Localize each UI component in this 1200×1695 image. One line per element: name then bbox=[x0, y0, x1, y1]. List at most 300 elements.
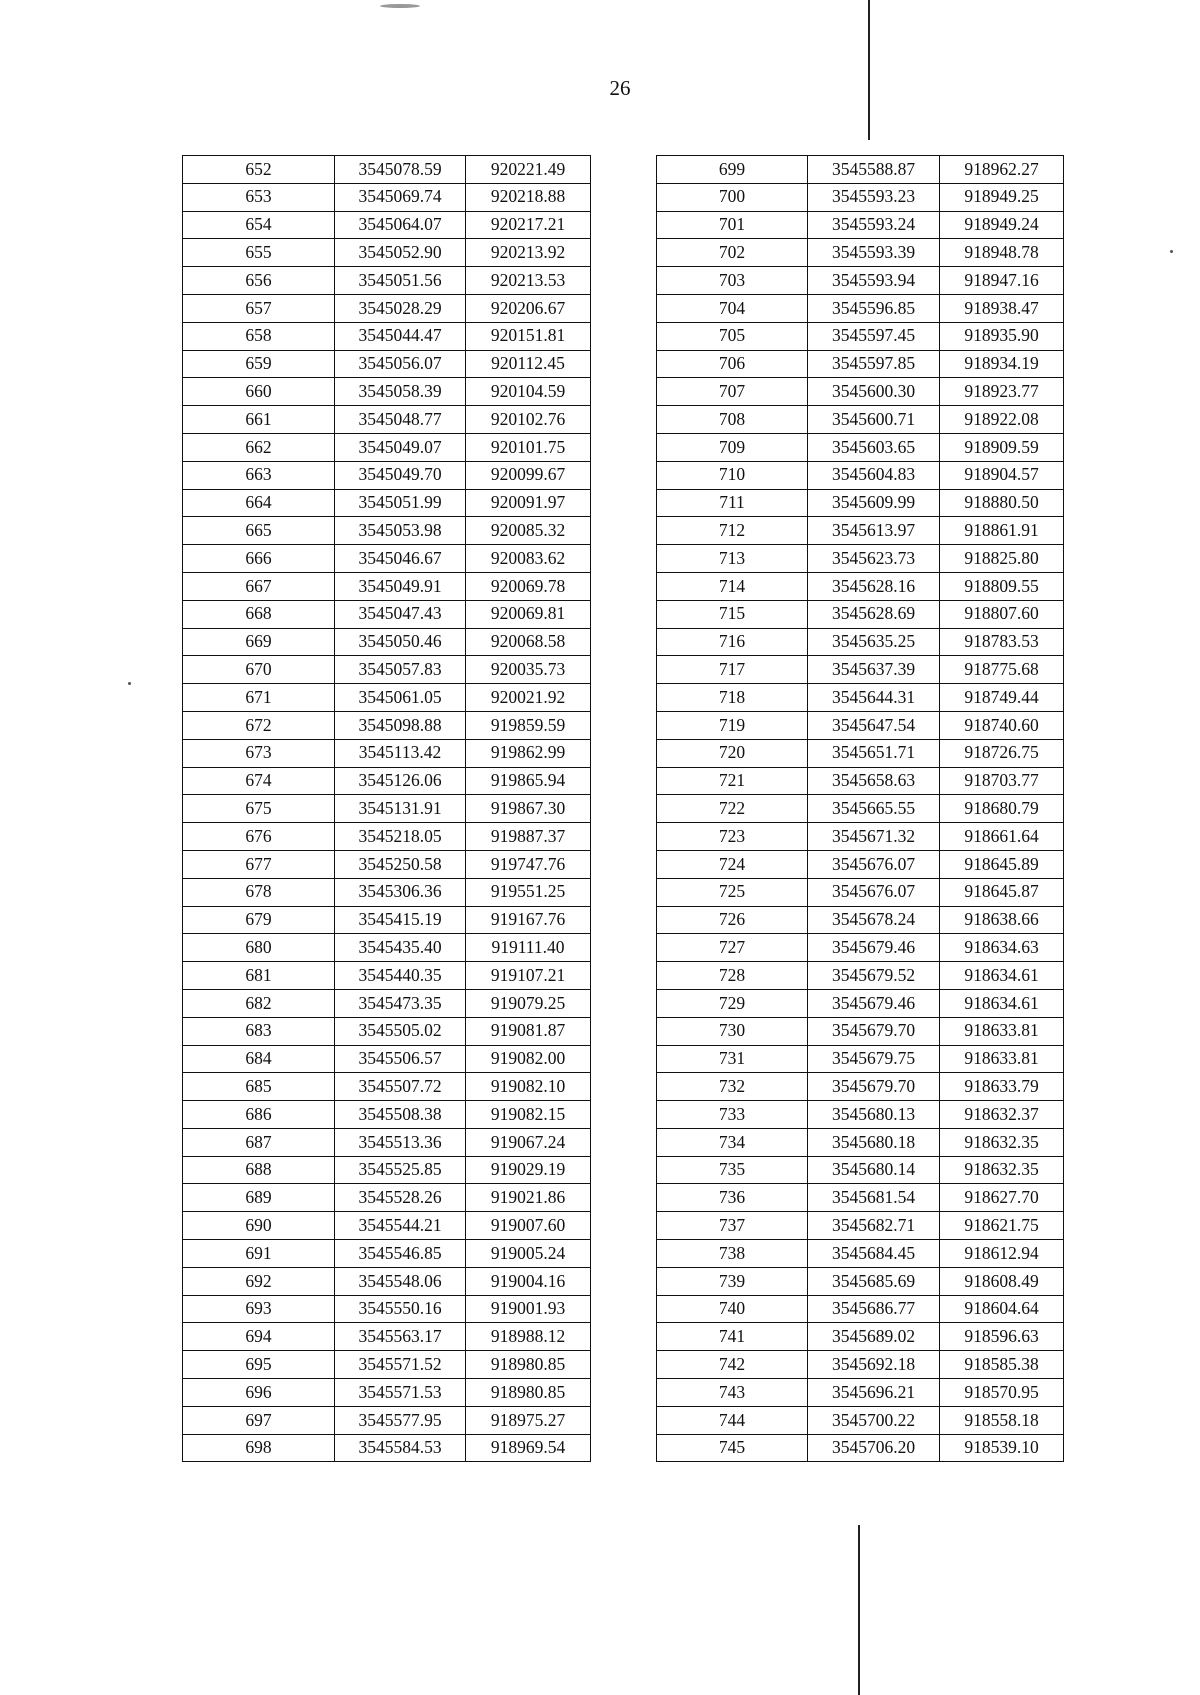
y-coordinate-cell: 918934.19 bbox=[940, 350, 1064, 378]
x-coordinate-cell: 3545584.53 bbox=[335, 1434, 466, 1462]
y-coordinate-cell: 918775.68 bbox=[940, 656, 1064, 684]
y-coordinate-cell: 918809.55 bbox=[940, 572, 1064, 600]
table-row bbox=[657, 1212, 1064, 1240]
point-number-cell: 681 bbox=[183, 962, 335, 990]
y-coordinate-cell: 918825.80 bbox=[940, 545, 1064, 573]
x-coordinate-cell: 3545658.63 bbox=[808, 767, 940, 795]
x-coordinate-cell: 3545051.56 bbox=[335, 267, 466, 295]
y-coordinate-cell: 918935.90 bbox=[940, 322, 1064, 350]
x-coordinate-cell: 3545577.95 bbox=[335, 1406, 466, 1434]
y-coordinate-cell: 920021.92 bbox=[466, 684, 591, 712]
point-number-cell: 744 bbox=[657, 1406, 808, 1434]
x-coordinate-cell: 3545680.13 bbox=[808, 1101, 940, 1129]
x-coordinate-cell: 3545593.39 bbox=[808, 239, 940, 267]
y-coordinate-cell: 920213.92 bbox=[466, 239, 591, 267]
point-number-cell: 713 bbox=[657, 545, 808, 573]
x-coordinate-cell: 3545546.85 bbox=[335, 1240, 466, 1268]
table-row bbox=[183, 1017, 591, 1045]
x-coordinate-cell: 3545415.19 bbox=[335, 906, 466, 934]
table-row bbox=[183, 906, 591, 934]
y-coordinate-cell: 919887.37 bbox=[466, 823, 591, 851]
point-number-cell: 693 bbox=[183, 1295, 335, 1323]
point-number-cell: 743 bbox=[657, 1379, 808, 1407]
table-row bbox=[657, 656, 1064, 684]
table-row bbox=[657, 545, 1064, 573]
table-row bbox=[657, 1073, 1064, 1101]
point-number-cell: 699 bbox=[657, 156, 808, 184]
x-coordinate-cell: 3545046.67 bbox=[335, 545, 466, 573]
table-row bbox=[657, 823, 1064, 851]
table-row bbox=[183, 1128, 591, 1156]
point-number-cell: 733 bbox=[657, 1101, 808, 1129]
x-coordinate-cell: 3545635.25 bbox=[808, 628, 940, 656]
scan-artifact-speck bbox=[1170, 250, 1173, 253]
table-row bbox=[183, 1045, 591, 1073]
table-row bbox=[657, 934, 1064, 962]
y-coordinate-cell: 920151.81 bbox=[466, 322, 591, 350]
x-coordinate-cell: 3545508.38 bbox=[335, 1101, 466, 1129]
table-row bbox=[657, 906, 1064, 934]
point-number-cell: 662 bbox=[183, 433, 335, 461]
point-number-cell: 709 bbox=[657, 433, 808, 461]
x-coordinate-cell: 3545597.85 bbox=[808, 350, 940, 378]
y-coordinate-cell: 920069.78 bbox=[466, 572, 591, 600]
x-coordinate-cell: 3545051.99 bbox=[335, 489, 466, 517]
table-row bbox=[657, 989, 1064, 1017]
y-coordinate-cell: 919747.76 bbox=[466, 850, 591, 878]
point-number-cell: 684 bbox=[183, 1045, 335, 1073]
point-number-cell: 736 bbox=[657, 1184, 808, 1212]
x-coordinate-cell: 3545685.69 bbox=[808, 1267, 940, 1295]
scan-artifact-speck bbox=[380, 4, 420, 8]
point-number-cell: 715 bbox=[657, 600, 808, 628]
point-number-cell: 665 bbox=[183, 517, 335, 545]
y-coordinate-cell: 918904.57 bbox=[940, 461, 1064, 489]
table-row bbox=[657, 183, 1064, 211]
table-row bbox=[183, 1101, 591, 1129]
table-row bbox=[183, 267, 591, 295]
y-coordinate-cell: 918633.81 bbox=[940, 1017, 1064, 1045]
point-number-cell: 685 bbox=[183, 1073, 335, 1101]
x-coordinate-cell: 3545050.46 bbox=[335, 628, 466, 656]
x-coordinate-cell: 3545676.07 bbox=[808, 850, 940, 878]
y-coordinate-cell: 918558.18 bbox=[940, 1406, 1064, 1434]
x-coordinate-cell: 3545604.83 bbox=[808, 461, 940, 489]
point-number-cell: 741 bbox=[657, 1323, 808, 1351]
table-row bbox=[657, 1406, 1064, 1434]
y-coordinate-cell: 918645.89 bbox=[940, 850, 1064, 878]
table-row bbox=[183, 1295, 591, 1323]
table-row bbox=[657, 1184, 1064, 1212]
x-coordinate-cell: 3545047.43 bbox=[335, 600, 466, 628]
point-number-cell: 695 bbox=[183, 1351, 335, 1379]
y-coordinate-cell: 918923.77 bbox=[940, 378, 1064, 406]
x-coordinate-cell: 3545623.73 bbox=[808, 545, 940, 573]
point-number-cell: 710 bbox=[657, 461, 808, 489]
y-coordinate-cell: 918949.25 bbox=[940, 183, 1064, 211]
point-number-cell: 679 bbox=[183, 906, 335, 934]
x-coordinate-cell: 3545593.23 bbox=[808, 183, 940, 211]
point-number-cell: 719 bbox=[657, 711, 808, 739]
table-row bbox=[657, 239, 1064, 267]
point-number-cell: 688 bbox=[183, 1156, 335, 1184]
point-number-cell: 726 bbox=[657, 906, 808, 934]
table-row bbox=[183, 489, 591, 517]
x-coordinate-cell: 3545078.59 bbox=[335, 156, 466, 184]
table-row bbox=[183, 1267, 591, 1295]
x-coordinate-cell: 3545250.58 bbox=[335, 850, 466, 878]
y-coordinate-cell: 918948.78 bbox=[940, 239, 1064, 267]
x-coordinate-cell: 3545596.85 bbox=[808, 294, 940, 322]
table-row bbox=[183, 1351, 591, 1379]
y-coordinate-cell: 920104.59 bbox=[466, 378, 591, 406]
x-coordinate-cell: 3545563.17 bbox=[335, 1323, 466, 1351]
point-number-cell: 671 bbox=[183, 684, 335, 712]
x-coordinate-cell: 3545651.71 bbox=[808, 739, 940, 767]
x-coordinate-cell: 3545679.75 bbox=[808, 1045, 940, 1073]
table-row bbox=[183, 1212, 591, 1240]
table-row bbox=[183, 183, 591, 211]
y-coordinate-cell: 919007.60 bbox=[466, 1212, 591, 1240]
point-number-cell: 708 bbox=[657, 406, 808, 434]
table-row bbox=[657, 267, 1064, 295]
y-coordinate-cell: 918880.50 bbox=[940, 489, 1064, 517]
y-coordinate-cell: 919005.24 bbox=[466, 1240, 591, 1268]
y-coordinate-cell: 918634.61 bbox=[940, 962, 1064, 990]
table-row bbox=[183, 572, 591, 600]
x-coordinate-cell: 3545679.70 bbox=[808, 1073, 940, 1101]
x-coordinate-cell: 3545113.42 bbox=[335, 739, 466, 767]
table-row bbox=[657, 1295, 1064, 1323]
table-row bbox=[183, 1434, 591, 1462]
x-coordinate-cell: 3545440.35 bbox=[335, 962, 466, 990]
point-number-cell: 702 bbox=[657, 239, 808, 267]
point-number-cell: 711 bbox=[657, 489, 808, 517]
y-coordinate-cell: 918975.27 bbox=[466, 1406, 591, 1434]
point-number-cell: 669 bbox=[183, 628, 335, 656]
point-number-cell: 722 bbox=[657, 795, 808, 823]
y-coordinate-cell: 918783.53 bbox=[940, 628, 1064, 656]
point-number-cell: 717 bbox=[657, 656, 808, 684]
coordinate-table-right bbox=[656, 155, 1064, 1462]
y-coordinate-cell: 918632.35 bbox=[940, 1128, 1064, 1156]
x-coordinate-cell: 3545049.07 bbox=[335, 433, 466, 461]
x-coordinate-cell: 3545052.90 bbox=[335, 239, 466, 267]
y-coordinate-cell: 918604.64 bbox=[940, 1295, 1064, 1323]
table-row bbox=[183, 962, 591, 990]
table-row bbox=[657, 767, 1064, 795]
y-coordinate-cell: 918633.81 bbox=[940, 1045, 1064, 1073]
table-row bbox=[183, 1240, 591, 1268]
table-row bbox=[183, 378, 591, 406]
y-coordinate-cell: 919004.16 bbox=[466, 1267, 591, 1295]
table-row bbox=[657, 600, 1064, 628]
table-row bbox=[183, 461, 591, 489]
table-row bbox=[183, 684, 591, 712]
y-coordinate-cell: 920101.75 bbox=[466, 433, 591, 461]
point-number-cell: 737 bbox=[657, 1212, 808, 1240]
table-row bbox=[183, 767, 591, 795]
y-coordinate-cell: 919079.25 bbox=[466, 989, 591, 1017]
x-coordinate-cell: 3545544.21 bbox=[335, 1212, 466, 1240]
table-row bbox=[657, 1128, 1064, 1156]
point-number-cell: 731 bbox=[657, 1045, 808, 1073]
page-number: 26 bbox=[609, 76, 631, 100]
point-number-cell: 654 bbox=[183, 211, 335, 239]
x-coordinate-cell: 3545049.91 bbox=[335, 572, 466, 600]
x-coordinate-cell: 3545647.54 bbox=[808, 711, 940, 739]
table-row bbox=[183, 739, 591, 767]
x-coordinate-cell: 3545571.53 bbox=[335, 1379, 466, 1407]
table-row bbox=[657, 1379, 1064, 1407]
x-coordinate-cell: 3545061.05 bbox=[335, 684, 466, 712]
scan-artifact-line-bottom bbox=[858, 1525, 860, 1695]
y-coordinate-cell: 919867.30 bbox=[466, 795, 591, 823]
point-number-cell: 730 bbox=[657, 1017, 808, 1045]
y-coordinate-cell: 919551.25 bbox=[466, 878, 591, 906]
x-coordinate-cell: 3545628.16 bbox=[808, 572, 940, 600]
y-coordinate-cell: 918621.75 bbox=[940, 1212, 1064, 1240]
x-coordinate-cell: 3545473.35 bbox=[335, 989, 466, 1017]
x-coordinate-cell: 3545507.72 bbox=[335, 1073, 466, 1101]
y-coordinate-cell: 918539.10 bbox=[940, 1434, 1064, 1462]
y-coordinate-cell: 918645.87 bbox=[940, 878, 1064, 906]
point-number-cell: 703 bbox=[657, 267, 808, 295]
table-row bbox=[657, 795, 1064, 823]
point-number-cell: 724 bbox=[657, 850, 808, 878]
table-row bbox=[183, 1156, 591, 1184]
point-number-cell: 664 bbox=[183, 489, 335, 517]
point-number-cell: 659 bbox=[183, 350, 335, 378]
point-number-cell: 666 bbox=[183, 545, 335, 573]
point-number-cell: 718 bbox=[657, 684, 808, 712]
point-number-cell: 729 bbox=[657, 989, 808, 1017]
table-row bbox=[657, 1240, 1064, 1268]
y-coordinate-cell: 918962.27 bbox=[940, 156, 1064, 184]
table-row bbox=[657, 517, 1064, 545]
x-coordinate-cell: 3545686.77 bbox=[808, 1295, 940, 1323]
x-coordinate-cell: 3545528.26 bbox=[335, 1184, 466, 1212]
y-coordinate-cell: 918726.75 bbox=[940, 739, 1064, 767]
point-number-cell: 728 bbox=[657, 962, 808, 990]
point-number-cell: 700 bbox=[657, 183, 808, 211]
y-coordinate-cell: 919001.93 bbox=[466, 1295, 591, 1323]
y-coordinate-cell: 918749.44 bbox=[940, 684, 1064, 712]
table-row bbox=[183, 211, 591, 239]
x-coordinate-cell: 3545048.77 bbox=[335, 406, 466, 434]
y-coordinate-cell: 919859.59 bbox=[466, 711, 591, 739]
y-coordinate-cell: 918947.16 bbox=[940, 267, 1064, 295]
y-coordinate-cell: 918585.38 bbox=[940, 1351, 1064, 1379]
y-coordinate-cell: 918680.79 bbox=[940, 795, 1064, 823]
point-number-cell: 694 bbox=[183, 1323, 335, 1351]
x-coordinate-cell: 3545588.87 bbox=[808, 156, 940, 184]
y-coordinate-cell: 919029.19 bbox=[466, 1156, 591, 1184]
y-coordinate-cell: 919865.94 bbox=[466, 767, 591, 795]
y-coordinate-cell: 920091.97 bbox=[466, 489, 591, 517]
point-number-cell: 712 bbox=[657, 517, 808, 545]
x-coordinate-cell: 3545628.69 bbox=[808, 600, 940, 628]
x-coordinate-cell: 3545064.07 bbox=[335, 211, 466, 239]
x-coordinate-cell: 3545049.70 bbox=[335, 461, 466, 489]
table-row bbox=[183, 1184, 591, 1212]
table-row bbox=[657, 433, 1064, 461]
x-coordinate-cell: 3545676.07 bbox=[808, 878, 940, 906]
x-coordinate-cell: 3545513.36 bbox=[335, 1128, 466, 1156]
point-number-cell: 735 bbox=[657, 1156, 808, 1184]
table-row bbox=[657, 739, 1064, 767]
point-number-cell: 675 bbox=[183, 795, 335, 823]
y-coordinate-cell: 918608.49 bbox=[940, 1267, 1064, 1295]
point-number-cell: 683 bbox=[183, 1017, 335, 1045]
point-number-cell: 705 bbox=[657, 322, 808, 350]
x-coordinate-cell: 3545692.18 bbox=[808, 1351, 940, 1379]
table-row bbox=[657, 1017, 1064, 1045]
x-coordinate-cell: 3545680.14 bbox=[808, 1156, 940, 1184]
table-row bbox=[183, 850, 591, 878]
table-row bbox=[657, 211, 1064, 239]
point-number-cell: 668 bbox=[183, 600, 335, 628]
point-number-cell: 692 bbox=[183, 1267, 335, 1295]
point-number-cell: 663 bbox=[183, 461, 335, 489]
point-number-cell: 689 bbox=[183, 1184, 335, 1212]
table-row bbox=[657, 294, 1064, 322]
point-number-cell: 672 bbox=[183, 711, 335, 739]
x-coordinate-cell: 3545593.94 bbox=[808, 267, 940, 295]
x-coordinate-cell: 3545548.06 bbox=[335, 1267, 466, 1295]
y-coordinate-cell: 918938.47 bbox=[940, 294, 1064, 322]
point-number-cell: 673 bbox=[183, 739, 335, 767]
table-row bbox=[657, 628, 1064, 656]
point-number-cell: 660 bbox=[183, 378, 335, 406]
y-coordinate-cell: 918909.59 bbox=[940, 433, 1064, 461]
x-coordinate-cell: 3545696.21 bbox=[808, 1379, 940, 1407]
y-coordinate-cell: 920085.32 bbox=[466, 517, 591, 545]
table-row bbox=[183, 600, 591, 628]
y-coordinate-cell: 918703.77 bbox=[940, 767, 1064, 795]
point-number-cell: 670 bbox=[183, 656, 335, 684]
point-number-cell: 704 bbox=[657, 294, 808, 322]
x-coordinate-cell: 3545131.91 bbox=[335, 795, 466, 823]
table-row bbox=[183, 795, 591, 823]
point-number-cell: 716 bbox=[657, 628, 808, 656]
x-coordinate-cell: 3545525.85 bbox=[335, 1156, 466, 1184]
x-coordinate-cell: 3545550.16 bbox=[335, 1295, 466, 1323]
table-row bbox=[657, 1323, 1064, 1351]
y-coordinate-cell: 918969.54 bbox=[466, 1434, 591, 1462]
table-row bbox=[657, 850, 1064, 878]
point-number-cell: 677 bbox=[183, 850, 335, 878]
y-coordinate-cell: 920218.88 bbox=[466, 183, 591, 211]
x-coordinate-cell: 3545684.45 bbox=[808, 1240, 940, 1268]
y-coordinate-cell: 918570.95 bbox=[940, 1379, 1064, 1407]
y-coordinate-cell: 919067.24 bbox=[466, 1128, 591, 1156]
x-coordinate-cell: 3545058.39 bbox=[335, 378, 466, 406]
table-row bbox=[183, 406, 591, 434]
x-coordinate-cell: 3545044.47 bbox=[335, 322, 466, 350]
table-row bbox=[657, 406, 1064, 434]
x-coordinate-cell: 3545679.52 bbox=[808, 962, 940, 990]
y-coordinate-cell: 918980.85 bbox=[466, 1351, 591, 1379]
x-coordinate-cell: 3545603.65 bbox=[808, 433, 940, 461]
y-coordinate-cell: 920213.53 bbox=[466, 267, 591, 295]
x-coordinate-cell: 3545593.24 bbox=[808, 211, 940, 239]
point-number-cell: 682 bbox=[183, 989, 335, 1017]
table-row bbox=[657, 1267, 1064, 1295]
scan-artifact-line-top bbox=[868, 0, 870, 140]
y-coordinate-cell: 920206.67 bbox=[466, 294, 591, 322]
y-coordinate-cell: 918980.85 bbox=[466, 1379, 591, 1407]
table-row bbox=[183, 1073, 591, 1101]
y-coordinate-cell: 918638.66 bbox=[940, 906, 1064, 934]
point-number-cell: 739 bbox=[657, 1267, 808, 1295]
table-row bbox=[183, 823, 591, 851]
x-coordinate-cell: 3545680.18 bbox=[808, 1128, 940, 1156]
table-row bbox=[657, 878, 1064, 906]
table-row bbox=[657, 1434, 1064, 1462]
x-coordinate-cell: 3545682.71 bbox=[808, 1212, 940, 1240]
y-coordinate-cell: 918632.37 bbox=[940, 1101, 1064, 1129]
point-number-cell: 725 bbox=[657, 878, 808, 906]
point-number-cell: 721 bbox=[657, 767, 808, 795]
table-row bbox=[657, 572, 1064, 600]
point-number-cell: 680 bbox=[183, 934, 335, 962]
y-coordinate-cell: 920083.62 bbox=[466, 545, 591, 573]
x-coordinate-cell: 3545506.57 bbox=[335, 1045, 466, 1073]
point-number-cell: 727 bbox=[657, 934, 808, 962]
point-number-cell: 652 bbox=[183, 156, 335, 184]
x-coordinate-cell: 3545671.32 bbox=[808, 823, 940, 851]
y-coordinate-cell: 918634.63 bbox=[940, 934, 1064, 962]
table-row bbox=[183, 322, 591, 350]
point-number-cell: 720 bbox=[657, 739, 808, 767]
x-coordinate-cell: 3545505.02 bbox=[335, 1017, 466, 1045]
table-row bbox=[657, 1101, 1064, 1129]
x-coordinate-cell: 3545306.36 bbox=[335, 878, 466, 906]
table-row bbox=[183, 239, 591, 267]
x-coordinate-cell: 3545609.99 bbox=[808, 489, 940, 517]
y-coordinate-cell: 920035.73 bbox=[466, 656, 591, 684]
x-coordinate-cell: 3545679.46 bbox=[808, 934, 940, 962]
table-row bbox=[657, 489, 1064, 517]
table-row bbox=[183, 433, 591, 461]
x-coordinate-cell: 3545218.05 bbox=[335, 823, 466, 851]
y-coordinate-cell: 918922.08 bbox=[940, 406, 1064, 434]
y-coordinate-cell: 920221.49 bbox=[466, 156, 591, 184]
y-coordinate-cell: 920069.81 bbox=[466, 600, 591, 628]
y-coordinate-cell: 919111.40 bbox=[466, 934, 591, 962]
y-coordinate-cell: 920099.67 bbox=[466, 461, 591, 489]
table-row bbox=[183, 294, 591, 322]
y-coordinate-cell: 919082.10 bbox=[466, 1073, 591, 1101]
y-coordinate-cell: 919021.86 bbox=[466, 1184, 591, 1212]
point-number-cell: 678 bbox=[183, 878, 335, 906]
x-coordinate-cell: 3545571.52 bbox=[335, 1351, 466, 1379]
point-number-cell: 734 bbox=[657, 1128, 808, 1156]
table-row bbox=[183, 989, 591, 1017]
point-number-cell: 661 bbox=[183, 406, 335, 434]
point-number-cell: 691 bbox=[183, 1240, 335, 1268]
table-row bbox=[657, 350, 1064, 378]
x-coordinate-cell: 3545056.07 bbox=[335, 350, 466, 378]
x-coordinate-cell: 3545028.29 bbox=[335, 294, 466, 322]
point-number-cell: 686 bbox=[183, 1101, 335, 1129]
y-coordinate-cell: 920102.76 bbox=[466, 406, 591, 434]
x-coordinate-cell: 3545689.02 bbox=[808, 1323, 940, 1351]
table-row bbox=[183, 1406, 591, 1434]
y-coordinate-cell: 920217.21 bbox=[466, 211, 591, 239]
table-row bbox=[183, 156, 591, 184]
